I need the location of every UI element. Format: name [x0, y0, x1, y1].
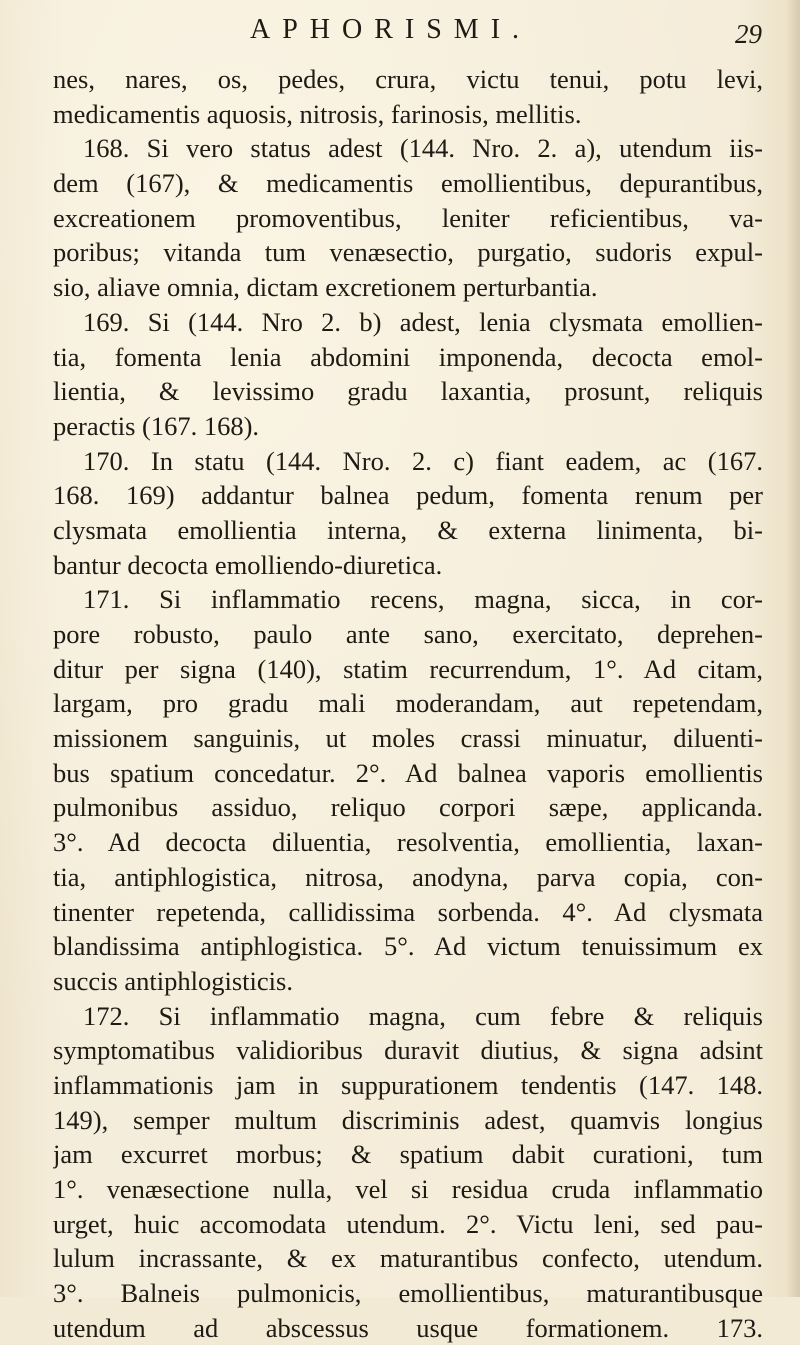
text-line: 168. 169) addantur balnea pedum, fomenta renum per [53, 480, 763, 511]
aphorism-168-start: 168. Si vero status adest (144. Nro. 2. a), utendum iis- [83, 133, 763, 164]
text-line-with-catchword: utendum ad abscessus usque formationem. 173. [53, 1312, 763, 1343]
page-number: 29 [735, 19, 762, 49]
aphorism-170-start: 170. In statu (144. Nro. 2. c) fiant eadem, ac (167. [83, 445, 763, 476]
aphorism-172-start: 172. Si inflammatio magna, cum febre & reliquis [83, 1000, 763, 1031]
text-line: symptomatibus validioribus duravit diutius, & signa adsint [53, 1035, 763, 1066]
text-line: poribus; vitanda tum venæsectio, purgatio, sudoris expul- [53, 237, 763, 268]
page-edge-shadow [786, 0, 800, 1297]
text-line: pulmonibus assiduo, reliquo corpori sæpe, applicanda. [53, 792, 763, 823]
text-line: nes, nares, os, pedes, crura, victu tenui, potu levi, [53, 64, 763, 94]
text-line: lientia, & levissimo gradu laxantia, prosunt, reliquis [53, 376, 763, 407]
text-line: inflammationis jam in suppurationem tendentis (147. 148. [53, 1069, 763, 1100]
text-line: excreationem promoventibus, leniter reficientibus, va- [53, 202, 763, 233]
text-line: succis antiphlogisticis. [53, 965, 293, 996]
text-line: peractis (167. 168). [53, 410, 260, 441]
text-line: pore robusto, paulo ante sano, exercitato, deprehen- [53, 619, 763, 649]
body-text [53, 62, 763, 1345]
text-line: clysmata emollientia interna, & externa linimenta, bi- [53, 514, 763, 545]
aphorism-171-start: 171. Si inflammatio recens, magna, sicca, in cor- [83, 584, 763, 615]
text-line: largam, pro gradu mali moderandam, aut repetendam, [53, 688, 763, 719]
aphorism-169-start: 169. Si (144. Nro 2. b) adest, lenia clysmata emollien- [83, 306, 763, 337]
text-line: medicamentis aquosis, nitrosis, farinosis, mellitis. [53, 98, 582, 129]
text-line: 1°. venæsectione nulla, vel si residua cruda inflammatio [53, 1174, 763, 1204]
page-header [0, 8, 800, 58]
text-line: tia, fomenta lenia abdomini imponenda, decocta emol- [53, 341, 763, 372]
text-line: 149), semper multum discriminis adest, quamvis longius [53, 1104, 763, 1135]
text-line: 3°. Balneis pulmonicis, emollientibus, maturantibusque [53, 1278, 763, 1309]
text-line: jam excurret morbus; & spatium dabit curationi, tum [53, 1139, 763, 1170]
text-line: missionem sanguinis, ut moles crassi minuatur, diluenti- [53, 723, 763, 754]
text-line: bus spatium concedatur. 2°. Ad balnea vaporis emollientis [53, 757, 763, 788]
text-line: lulum incrassante, & ex maturantibus confecto, utendum. [53, 1243, 763, 1274]
text-line: blandissima antiphlogistica. 5°. Ad victum tenuissimum ex [53, 931, 763, 962]
text-line: bantur decocta emolliendo-diuretica. [53, 549, 443, 580]
text-line: ditur per signa (140), statim recurrendum, 1°. Ad citam, [53, 653, 763, 684]
text-line: urget, huic accomodata utendum. 2°. Victu leni, sed pau- [53, 1208, 763, 1239]
running-head: APHORISMI. [250, 14, 532, 45]
text-line: tia, antiphlogistica, nitrosa, anodyna, parva copia, con- [53, 861, 763, 892]
text-line: dem (167), & medicamentis emollientibus, depurantibus, [53, 168, 763, 199]
text-line: tinenter repetenda, callidissima sorbenda. 4°. Ad clysmata [53, 896, 763, 927]
text-line: 3°. Ad decocta diluentia, resolventia, emollientia, laxan- [53, 827, 763, 858]
text-line: sio, aliave omnia, dictam excretionem perturbantia. [53, 272, 598, 303]
